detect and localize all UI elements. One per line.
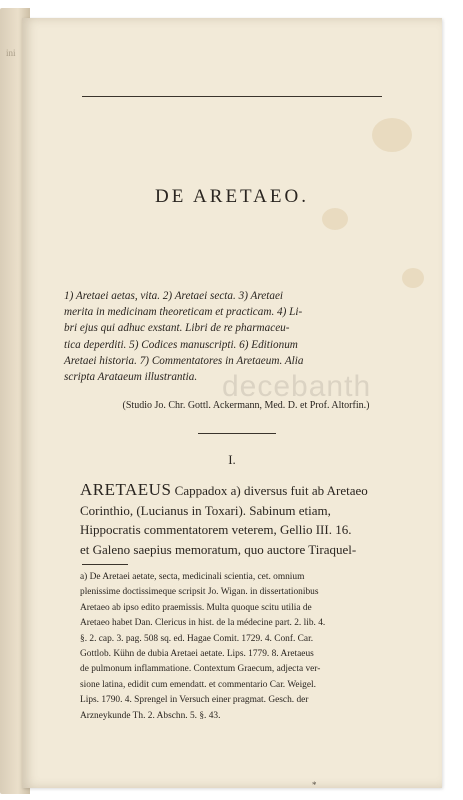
footnote-line: Gottlob. Kühn de dubia Aretaei aetate. Lips. 1779. 8. Aretaeus: [80, 649, 314, 660]
chapter-title: DE ARETAEO.: [155, 186, 309, 207]
footnote-line: Aretaeo habet Dan. Clericus in hist. de la médecine part. 2. lib. 4.: [80, 618, 326, 629]
body-paragraph: [80, 480, 432, 559]
footnote-line: a) De Aretaei aetate, secta, medicinali scientia, cet. omnium: [80, 572, 305, 582]
summary-line: 1) Aretaei aetas, vita. 2) Aretaei secta. 3) Aretaei: [64, 290, 284, 302]
body-line: et Galeno saepius memoratum, quo auctore Tiraquel-: [80, 541, 357, 557]
foxing-spot: [372, 118, 412, 152]
watermark: decebanth: [222, 370, 372, 403]
summary-line: tica deperditi. 5) Codices manuscripti. 6) Editionum: [64, 338, 298, 351]
summary-line: bri ejus qui adhuc exstant. Libri de re pharmaceu-: [64, 322, 290, 335]
attribution-line: (Studio Jo. Chr. Gottl. Ackermann, Med. D. et Prof. Altorfin.): [122, 400, 370, 411]
footnote-line: §. 2. cap. 3. pag. 508 sq. ed. Hagae Comit. 1729. 4. Conf. Car.: [80, 633, 314, 644]
foxing-spot: [402, 268, 424, 288]
footnote-line: de pulmonum inflammatione. Contextum Graecum, adjecta ver-: [80, 664, 321, 675]
body-lead-word: ARETAEUS: [80, 480, 172, 499]
footnote-line: Lips. 1790. 4. Sprengel in Versuch einer pragmat. Gesch. der: [80, 695, 309, 706]
summary-line: scripta Arataeum illustrantia.: [64, 371, 198, 384]
summary-line: Aretaei historia. 7) Commentatores in Aretaeum. Alia: [64, 354, 304, 367]
body-line: Corinthio, (Lucianus in Toxari). Sabinum etiam,: [80, 502, 331, 518]
body-line: Hippocratis commentatorem veterem, Gellio III. 16.: [80, 522, 352, 537]
section-rule: [198, 433, 276, 434]
footnote-line: Aretaeo ab ipso edito praemissis. Multa quoque scitu utilia de: [80, 602, 312, 613]
summary-line: merita in medicinam theoreticam et practicam. 4) Li-: [64, 306, 303, 319]
header-rule: [82, 96, 382, 97]
section-number: I.: [228, 452, 236, 467]
footnote-line: plenissime doctissimeque scripsit Jo. Wigan. in dissertationibus: [80, 587, 319, 598]
body-line: Cappadox a) diversus fuit ab Aretaeo: [171, 483, 368, 498]
footnote-line: Arzneykunde Th. 2. Abschn. 5. §. 43.: [80, 710, 221, 721]
footnote-rule: [82, 564, 128, 565]
signature-mark: *: [312, 780, 317, 790]
left-page-edge-text: ini: [6, 48, 16, 58]
foxing-spot: [322, 208, 348, 230]
body-line-first: [80, 480, 432, 501]
footnote: [80, 570, 432, 724]
footnote-line: sione latina, edidit cum emendatt. et commentario Car. Weigel.: [80, 679, 316, 690]
